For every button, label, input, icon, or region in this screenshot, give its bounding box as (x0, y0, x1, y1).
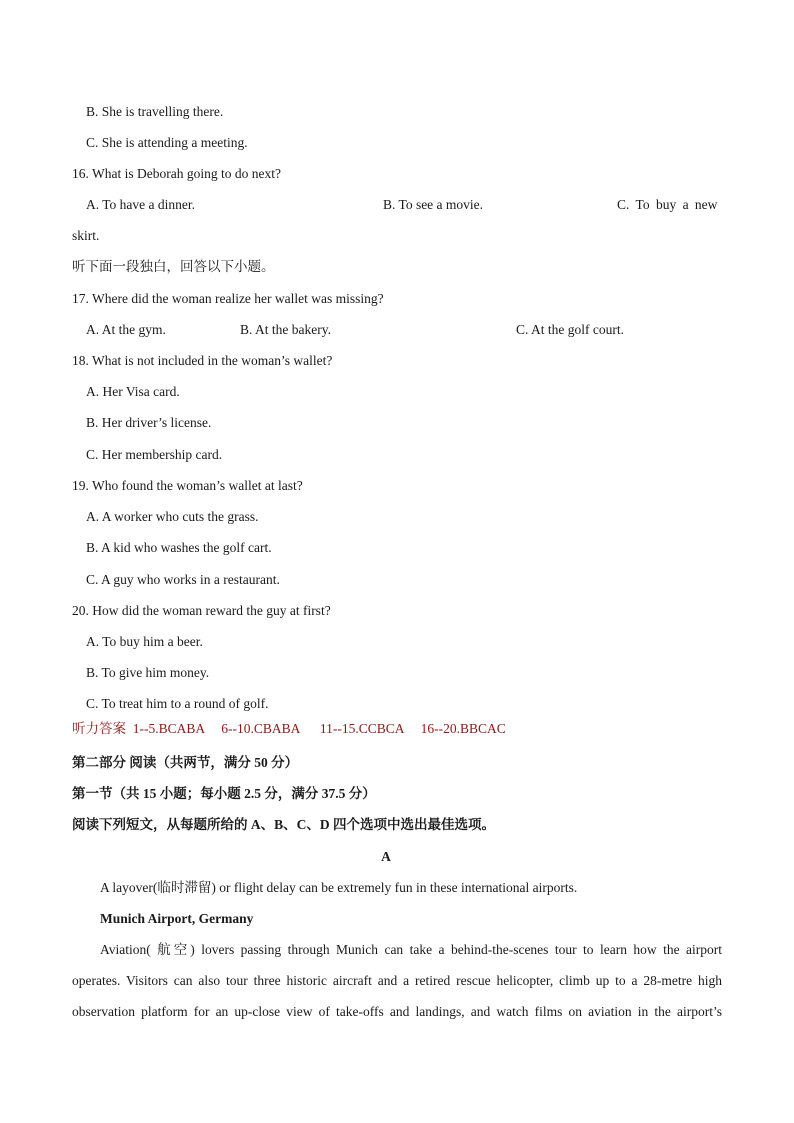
question-20: 20. How did the woman reward the guy at first? (72, 603, 331, 618)
reading-instruction: 阅读下列短文，从每题所给的 A、B、C、D 四个选项中选出最佳选项。 (72, 817, 496, 832)
passage-paragraph-2-line-3: observation platform for an up-close view of take-offs and landings, and watch films on aviation in the airport’s (72, 1004, 722, 1019)
q20-option-c: C. To treat him to a round of golf. (86, 696, 269, 711)
q19-option-b: B. A kid who washes the golf cart. (86, 540, 272, 555)
q16-option-c: C. To buy a new (617, 197, 718, 212)
q17-option-a: A. At the gym. (86, 322, 166, 337)
q20-option-a: A. To buy him a beer. (86, 634, 203, 649)
part-2-heading: 第二部分 阅读（共两节，满分 50 分） (72, 755, 299, 770)
passage-paragraph-2-line-1: Aviation( 航空) lovers passing through Munich can take a behind-the-scenes tour to learn how the airport (100, 942, 722, 957)
q16-option-c-continued: skirt. (72, 228, 100, 243)
passage-label: A (381, 849, 391, 864)
q15-option-c: C. She is attending a meeting. (86, 135, 248, 150)
q15-option-b: B. She is travelling there. (86, 104, 224, 119)
monologue-intro: 听下面一段独白，回答以下小题。 (72, 259, 275, 274)
question-17: 17. Where did the woman realize her wallet was missing? (72, 291, 384, 306)
q17-option-c: C. At the golf court. (516, 322, 624, 337)
q18-option-a: A. Her Visa card. (86, 384, 180, 399)
q20-option-b: B. To give him money. (86, 665, 210, 680)
q19-option-c: C. A guy who works in a restaurant. (86, 572, 280, 587)
q19-option-a: A. A worker who cuts the grass. (86, 509, 259, 524)
section-1-heading: 第一节（共 15 小题；每小题 2.5 分，满分 37.5 分） (72, 786, 376, 801)
question-16: 16. What is Deborah going to do next? (72, 166, 281, 181)
listening-answer-key: 听力答案 1--5.BCABA 6--10.CBABA 11--15.CCBCA 16--20.BBCAC (72, 721, 506, 736)
question-18: 18. What is not included in the woman’s wallet? (72, 353, 333, 368)
q17-option-b: B. At the bakery. (240, 322, 331, 337)
munich-airport-heading: Munich Airport, Germany (100, 911, 254, 926)
q18-option-c: C. Her membership card. (86, 447, 223, 462)
q16-option-b: B. To see a movie. (383, 197, 484, 212)
question-19: 19. Who found the woman’s wallet at last? (72, 478, 303, 493)
q18-option-b: B. Her driver’s license. (86, 415, 212, 430)
q16-option-a: A. To have a dinner. (86, 197, 196, 212)
passage-paragraph-2-line-2: operates. Visitors can also tour three historic aircraft and a retired rescue helicopter, climb up to a 28-metre high (72, 973, 722, 988)
passage-paragraph-1: A layover(临时滞留) or flight delay can be extremely fun in these international airports. (100, 880, 578, 895)
